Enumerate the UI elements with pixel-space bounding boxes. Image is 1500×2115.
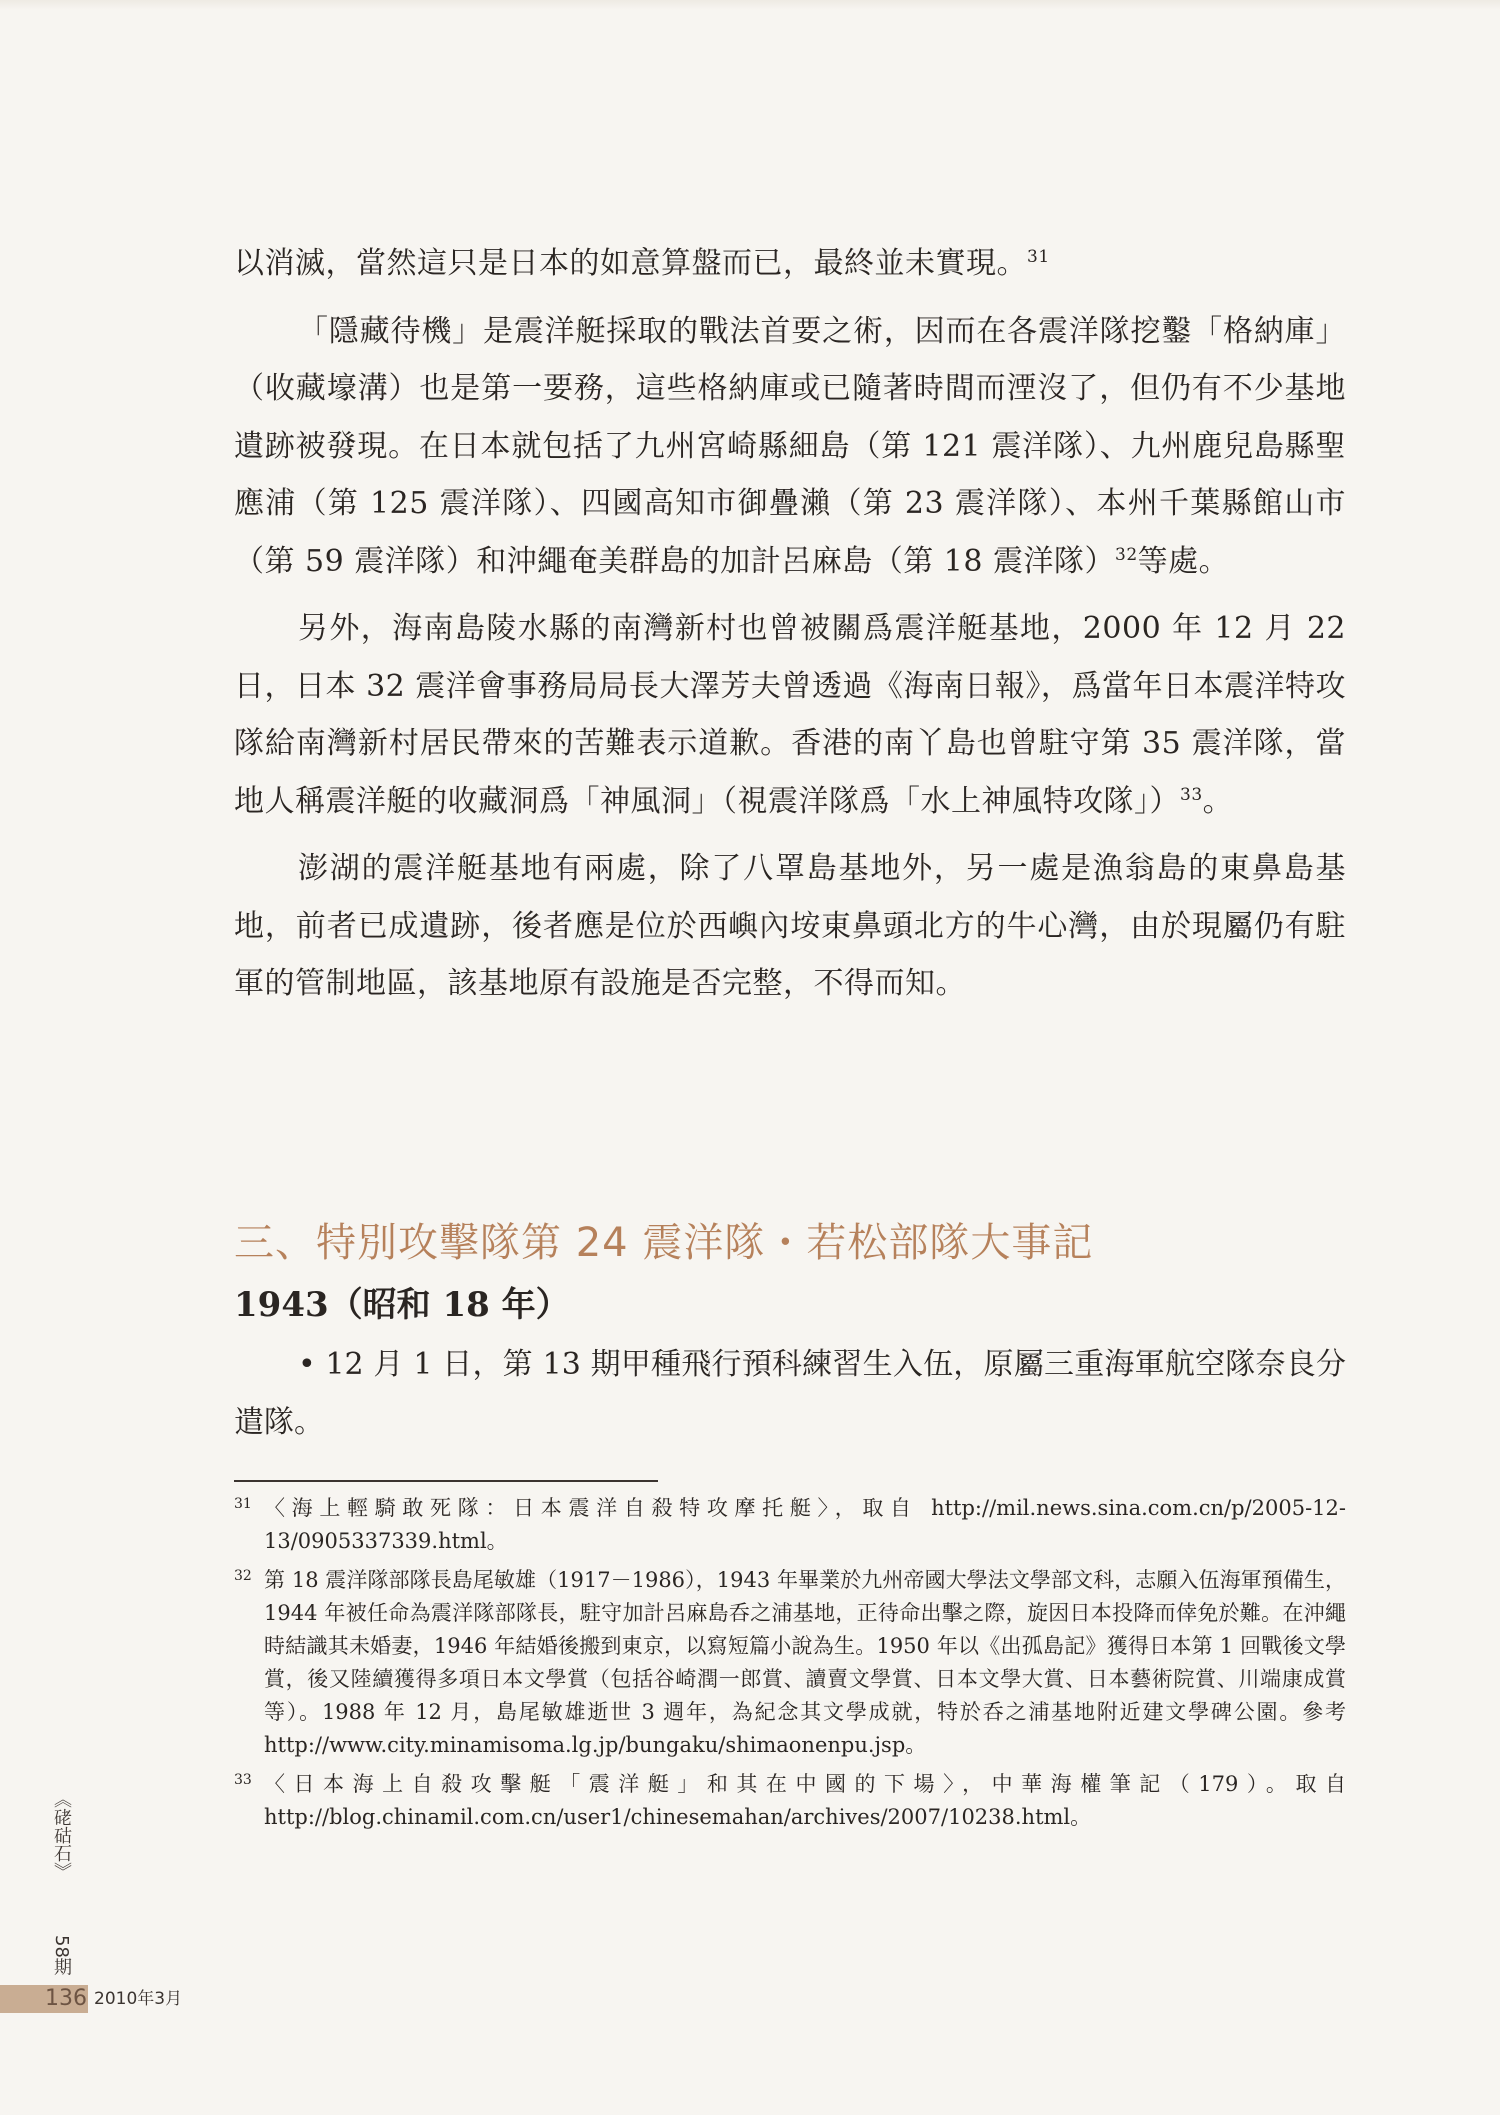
footnotes — [234, 1492, 1346, 1840]
footnote-text: 〈海上輕騎敢死隊：日本震洋自殺特攻摩托艇〉，取自 http://mil.news.sina.com.cn/p/2005-12-13/0905337339.html。 — [264, 1496, 1346, 1553]
footnote-number: 31 — [234, 1496, 252, 1512]
section-title: 三、特別攻擊隊第 24 震洋隊・若松部隊大事記 — [234, 1220, 1094, 1266]
footnote-text: 第 18 震洋隊部隊長島尾敏雄（1917－1986），1943 年畢業於九州帝國大學法文學部文科，志願入伍海軍預備生，1944 年被任命為震洋隊部隊長，駐守加計呂麻島呑之浦基地，正待命出擊之際，旋因日本投降而倖免於難。在沖繩時結識其未婚妻，1946 年結婚後搬到東京，以寫短篇小說為生。1950 年以《出孤島記》獲得日本第 1 回戰後文學賞，後又陸續獲得多項日本文學賞（包括谷崎潤一郎賞、讀賣文學賞、日本文學大賞、日本藝術院賞、川端康成賞等）。1988 年 12 月，島尾敏雄逝世 3 週年，為紀念其文學成就，特於呑之浦基地附近建文學碑公園。參考 http://www.city.minamisoma.lg.jp/bungaku/shimaonenpu.jsp。 — [264, 1568, 1346, 1757]
footnote-33 — [234, 1768, 1346, 1834]
paragraph-3: 另外，海南島陵水縣的南灣新村也曾被關爲震洋艇基地，2000 年 12 月 22 日，日本 32 震洋會事務局局長大澤芳夫曾透過《海南日報》，爲當年日本震洋特攻隊給南灣新村居民帶來的苦難表示道歉。香港的南丫島也曾駐守第 35 震洋隊，當地人稱震洋艇的收藏洞爲「神風洞」（視震洋隊爲「水上神風特攻隊」）$^{33}$。 — [234, 611, 1346, 819]
footnote-number: 33 — [234, 1772, 252, 1788]
year-heading: 1943（昭和 18 年） — [234, 1285, 570, 1325]
journal-title: 《硓𥑮石》 — [51, 1790, 72, 1880]
footnote-ref-33: 33 — [1180, 784, 1203, 805]
event-item: • 12 月 1 日，第 13 期甲種飛行預科練習生入伍，原屬三重海軍航空隊奈良分遣隊。 — [234, 1347, 1346, 1440]
footnote-number: 32 — [234, 1568, 252, 1584]
footnote-ref-32: 32 — [1115, 544, 1138, 565]
footnote-divider — [234, 1480, 658, 1482]
footnote-ref-31: 31 — [1027, 247, 1050, 267]
footnote-text: 〈日本海上自殺攻擊艇「震洋艇」和其在中國的下場〉，中華海權筆記（179）。取自 http://blog.chinamil.com.cn/user1/chinesemahan/archives/2007/10238.html。 — [264, 1772, 1346, 1829]
paragraph-1: 以消滅，當然這只是日本的如意算盤而已，最終並未實現。$^{31}$ — [234, 246, 1050, 281]
footnote-31 — [234, 1492, 1346, 1558]
page-top-band — [0, 0, 1500, 10]
paragraph-2: 「隱藏待機」是震洋艇採取的戰法首要之術，因而在各震洋隊挖鑿「格納庫」（收藏壕溝）也是第一要務，這些格納庫或已隨著時間而湮沒了，但仍有不少基地遺跡被發現。在日本就包括了九州宮崎縣細島（第 121 震洋隊）、九州鹿兒島縣聖應浦（第 125 震洋隊）、四國高知市御疊瀨（第 23 震洋隊）、本州千葉縣館山市（第 59 震洋隊）和沖繩奄美群島的加計呂麻島（第 18 震洋隊）$^{32}$等處。 — [234, 313, 1346, 579]
body-text — [234, 235, 1346, 1023]
journal-issue: 58期 — [51, 1935, 72, 1976]
paragraph-4: 澎湖的震洋艇基地有兩處，除了八罩島基地外，另一處是漁翁島的東鼻島基地，前者已成遺跡，後者應是位於西嶼內垵東鼻頭北方的牛心灣，由於現屬仍有駐軍的管制地區，該基地原有設施是否完整，不得而知。 — [234, 851, 1346, 1001]
page-number: 136 — [45, 1986, 87, 2011]
issue-date: 2010年3月 — [94, 1989, 183, 2009]
footnote-32 — [234, 1564, 1346, 1762]
